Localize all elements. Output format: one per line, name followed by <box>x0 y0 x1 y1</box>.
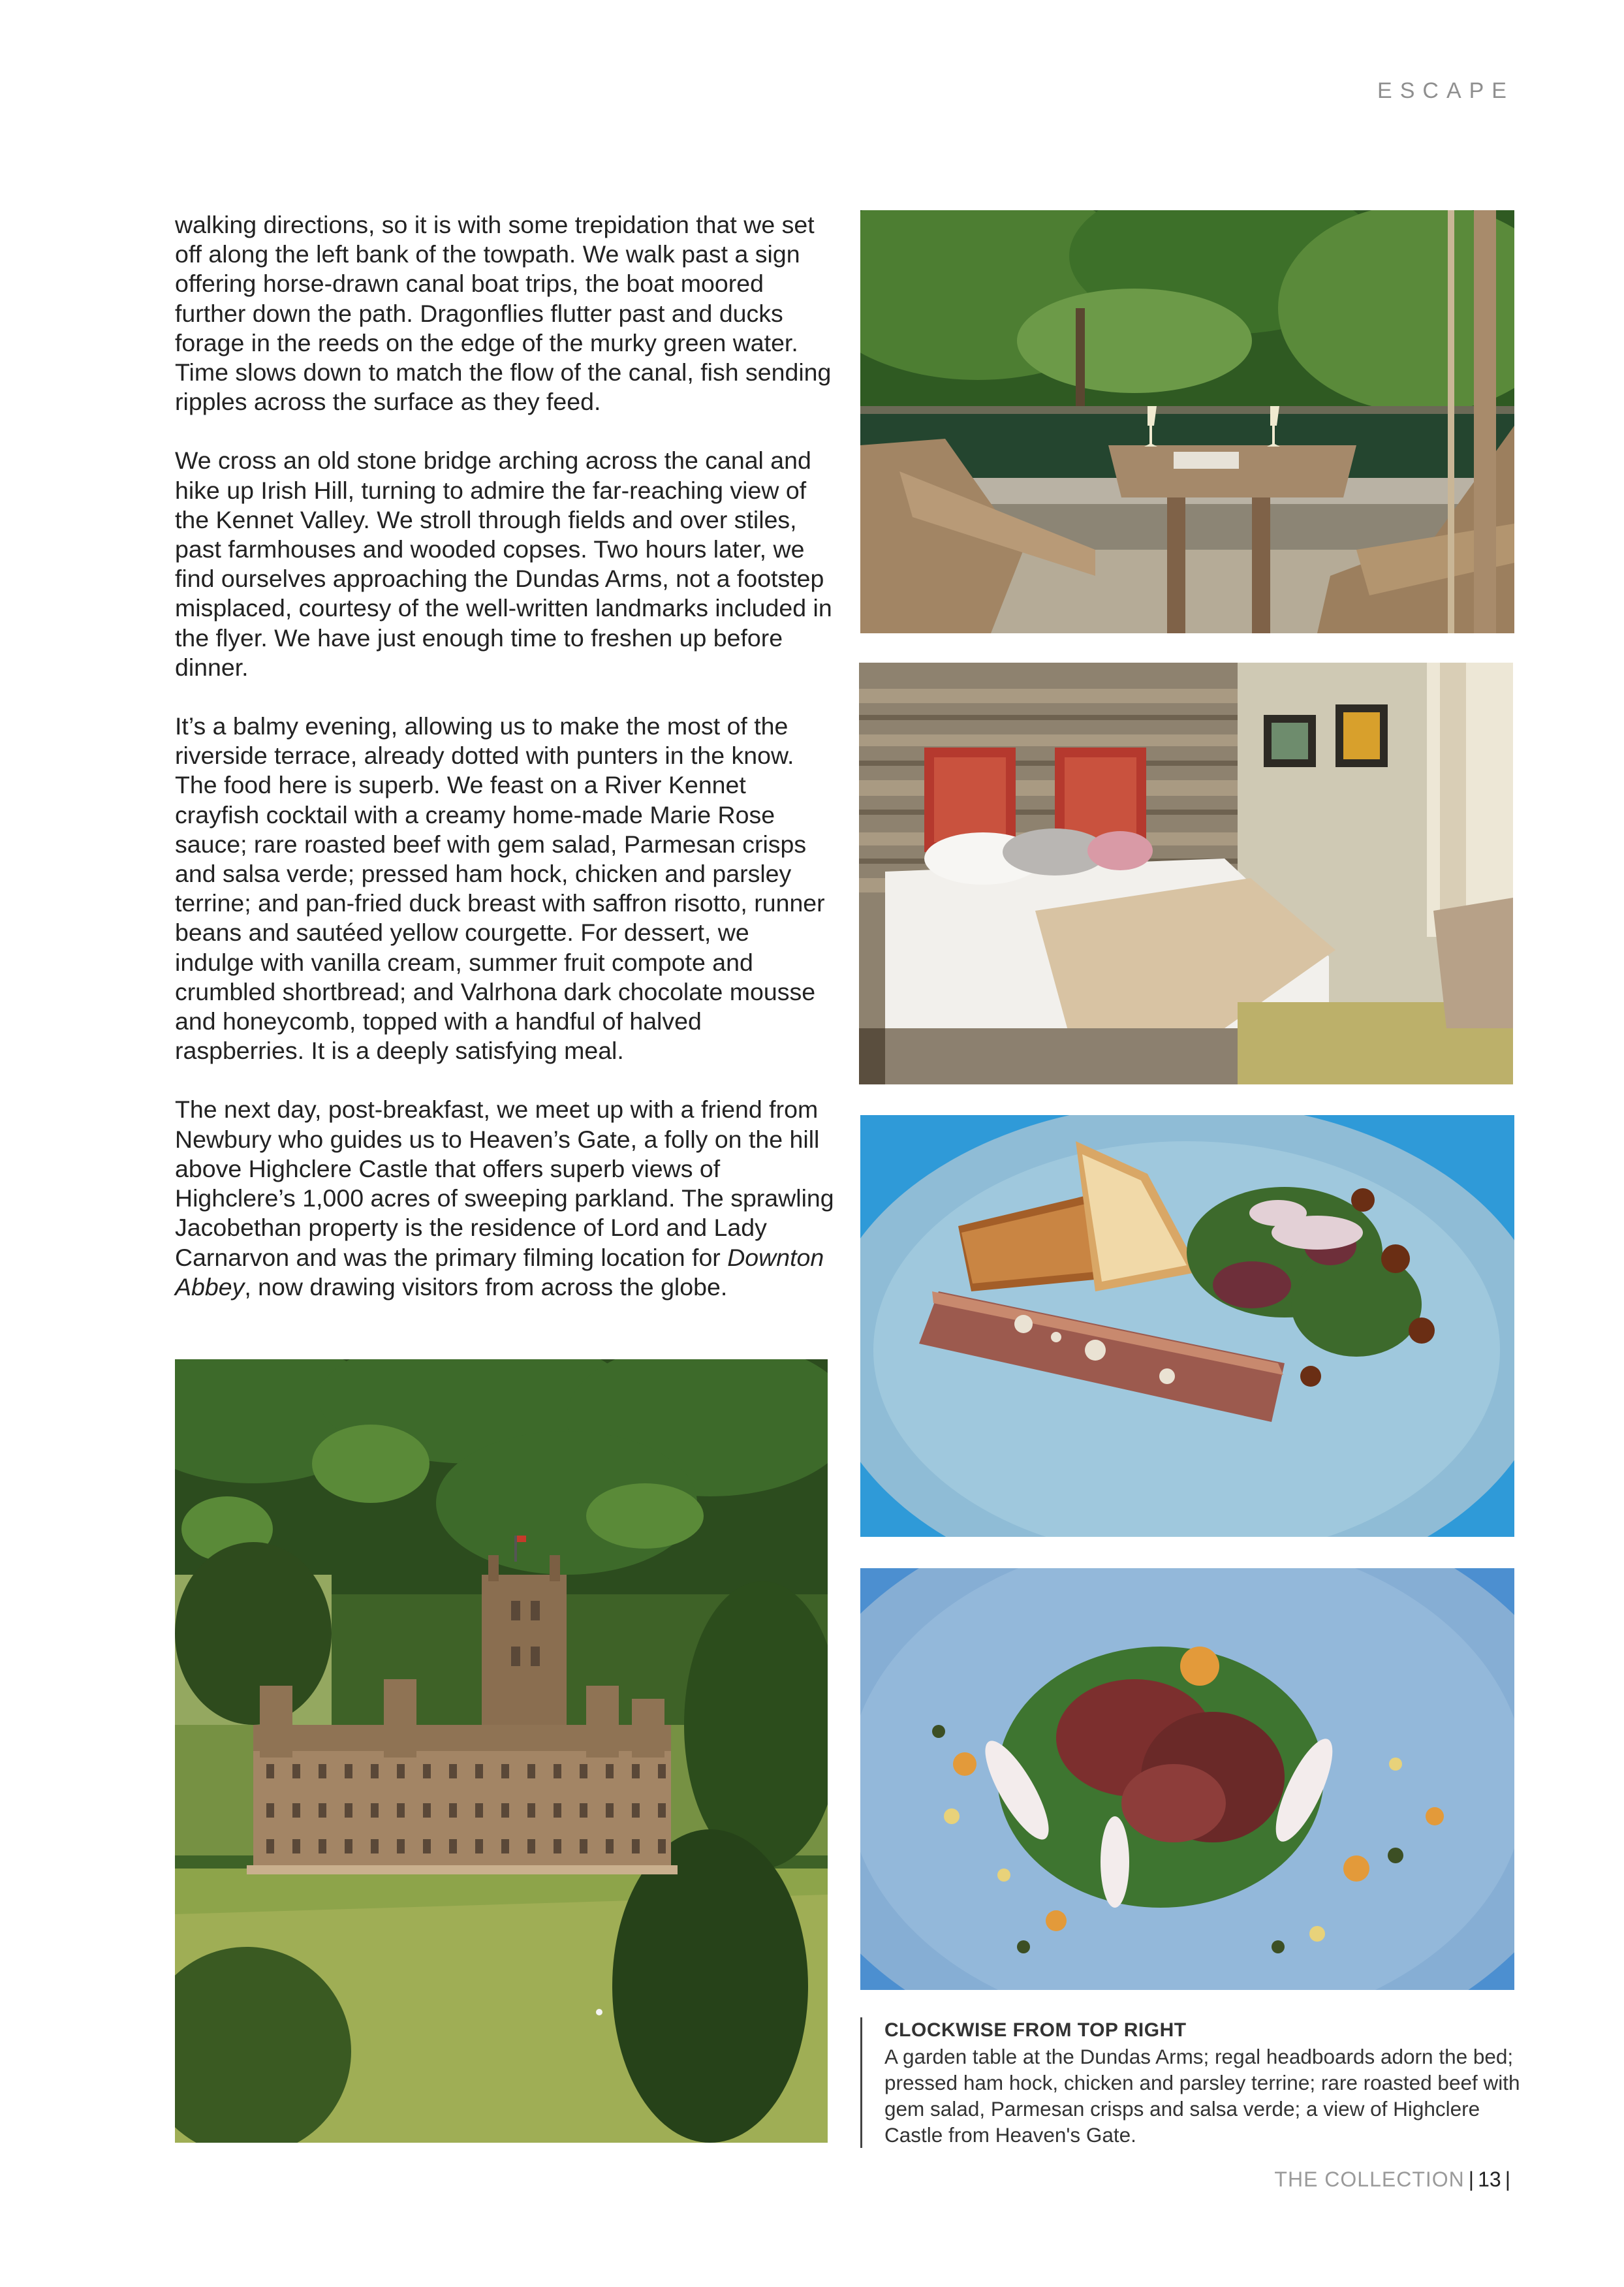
article-body <box>175 210 834 1331</box>
article-paragraph-1: walking directions, so it is with some trepidation that we set off along the left bank of the towpath. We walk past a sign offering horse-drawn canal boat trips, the boat moored further down the path. Dragonflies flutter past and ducks forage in the reeds on the edge of the murky green water. Time slows down to match the flow of the canal, fish sending ripples across the surface as they feed. <box>175 211 832 416</box>
footer-separator-end: | <box>1505 2168 1510 2191</box>
paragraph-4-text: The next day, post-breakfast, we meet up with a friend from Newbury who guides us to Heaven’s Gate, a folly on the hill above Highclere Castle that offers superb views of Highclere’s 1,000 acres of sweeping parkland. The sprawling Jacobethan property is the residence of Lord and Lady Carnarvon and was the primary filming location for <box>175 1096 834 1271</box>
footer-separator: | <box>1468 2168 1475 2191</box>
beef-salad-photo <box>860 1568 1514 1990</box>
article-paragraph-4 <box>175 1095 834 1301</box>
bedroom-photo <box>859 663 1513 1084</box>
page-footer <box>1274 2168 1514 2192</box>
terrine-plate-photo <box>860 1115 1514 1537</box>
page-number: 13 <box>1478 2168 1501 2191</box>
downton-abbey-title: Downton Abbey <box>175 1243 824 1301</box>
highclere-castle-photo <box>175 1359 828 2143</box>
garden-table-photo <box>860 210 1514 633</box>
caption-text: A garden table at the Dundas Arms; regal headboards adorn the bed; pressed ham hock, chicken and parsley terrine; rare roasted beef with gem salad, Parmesan crisps and salsa verde; a view of Highclere Castle from Heaven's Gate. <box>884 2045 1520 2147</box>
caption-title: CLOCKWISE FROM TOP RIGHT <box>884 2019 1187 2041</box>
article-paragraph-2: We cross an old stone bridge arching across the canal and hike up Irish Hill, turning to admire the far-reaching view of the Kennet Valley. We stroll through fields and over stiles, past farmhouses and wooded copses. Two hours later, we find ourselves approaching the Dundas Arms, not a footstep misplaced, courtesy of the well-written landmarks included in the flyer. We have just enough time to freshen up before dinner. <box>175 447 832 681</box>
photo-caption <box>860 2017 1537 2148</box>
article-paragraph-3: It’s a balmy evening, allowing us to make the most of the riverside terrace, already dotted with punters in the know. The food here is superb. We feast on a River Kennet crayfish cocktail with a creamy home-made Marie Rose sauce; rare roasted beef with gem salad, Parmesan crisps and salsa verde; pressed ham hock, chicken and parsley terrine; and pan-fried duck breast with saffron risotto, runner beans and sautéed yellow courgette. For dessert, we indulge with vanilla cream, summer fruit compote and crumbled shortbread; and Valrhona dark chocolate mousse and honeycomb, topped with a handful of halved raspberries. It is a deeply satisfying meal. <box>175 712 825 1065</box>
magazine-name: THE COLLECTION <box>1274 2168 1465 2191</box>
section-label: ESCAPE <box>1377 78 1514 103</box>
paragraph-4-tail: , now drawing visitors from across the globe. <box>244 1272 728 1301</box>
